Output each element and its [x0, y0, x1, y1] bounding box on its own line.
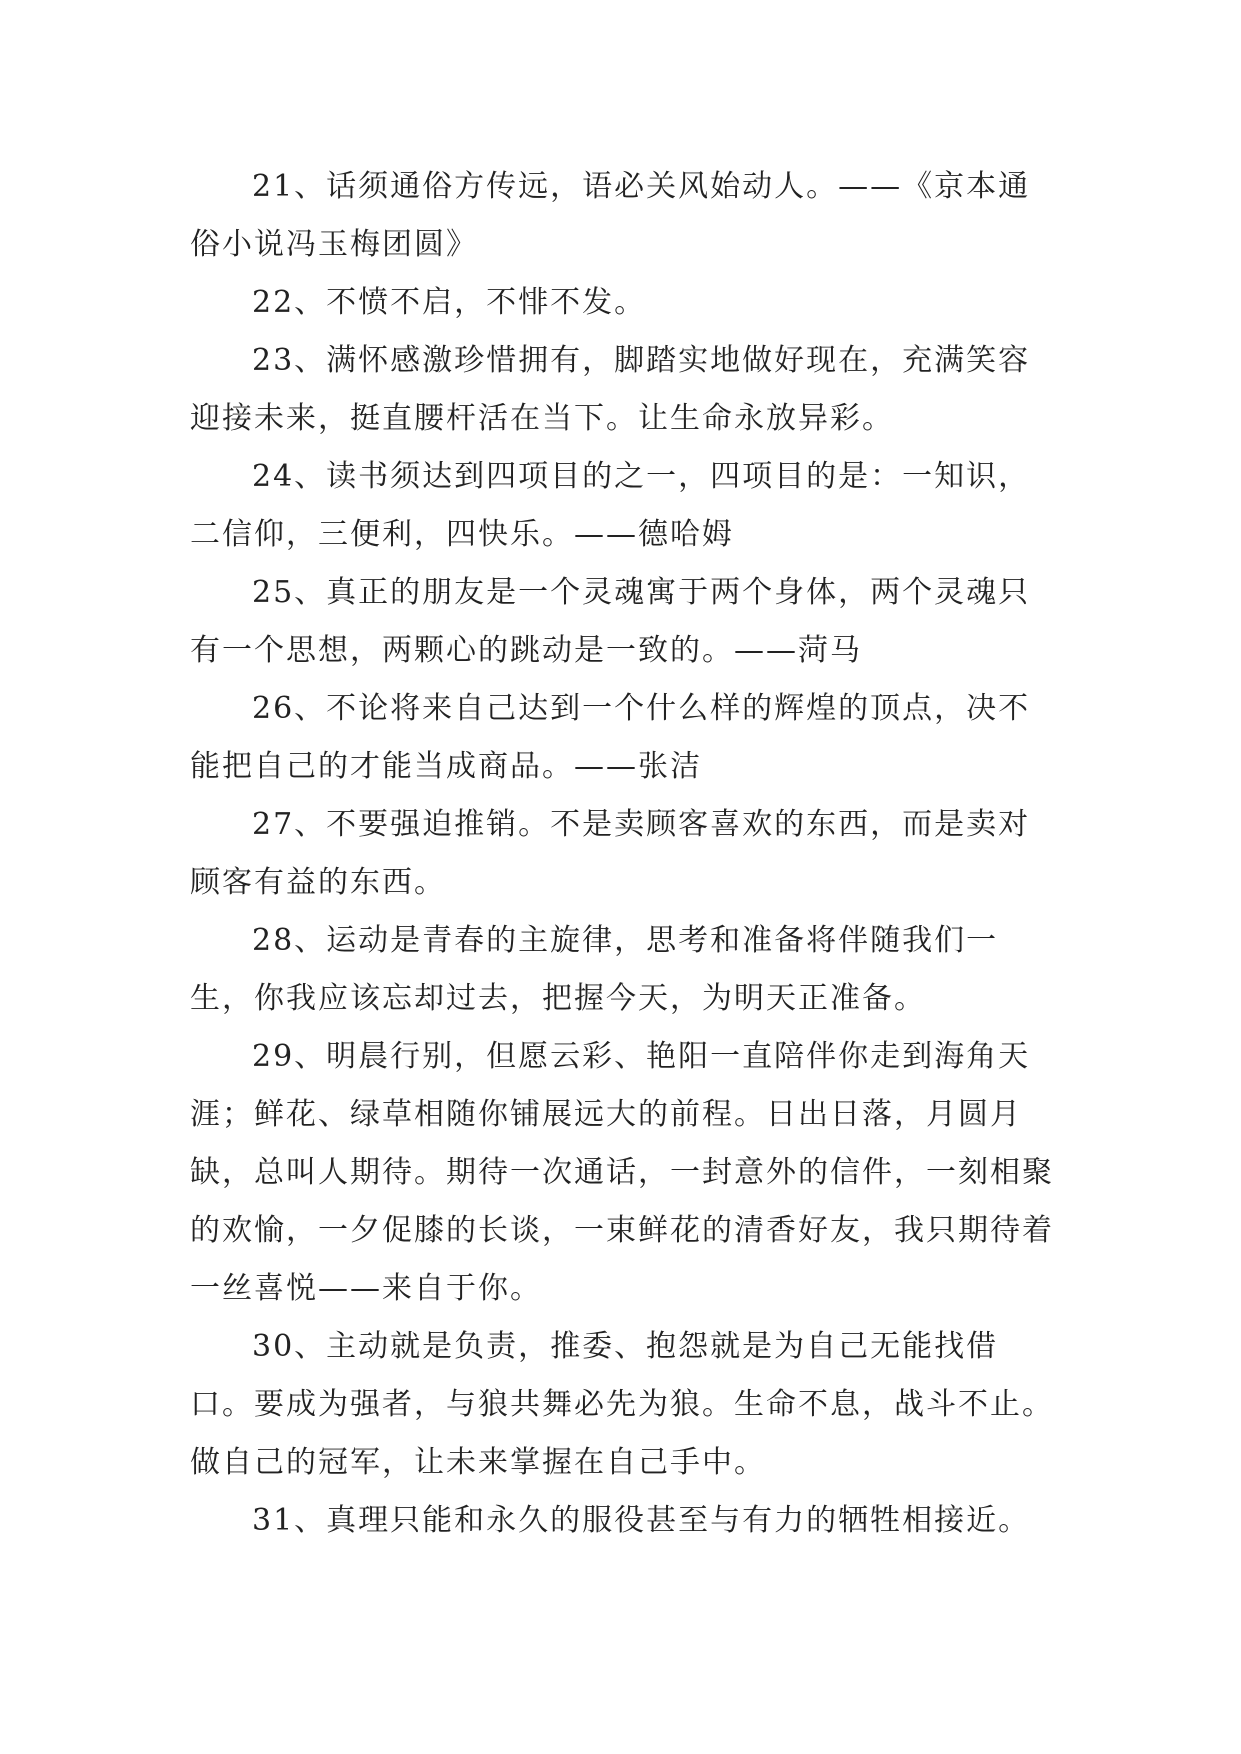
quote-paragraph-22: 22、不愤不启，不悱不发。 — [252, 285, 647, 320]
quote-paragraph-24: 24、读书须达到四项目的之一，四项目的是：一知识，二信仰，三便利，四快乐。——德哈姆 — [190, 459, 1031, 552]
quote-paragraph-28: 28、运动是青春的主旋律，思考和准备将伴随我们一生，你我应该忘却过去，把握今天，为明天正准备。 — [190, 923, 999, 1016]
quote-paragraph-29: 29、明晨行别，但愿云彩、艳阳一直陪伴你走到海角天涯；鲜花、绿草相随你铺展远大的前程。日出日落，月圆月缺，总叫人期待。期待一次通话，一封意外的信件，一刻相聚的欢愉，一夕促膝的长谈，一束鲜花的清香好友，我只期待着一丝喜悦——来自于你。 — [190, 1039, 1054, 1306]
quote-paragraph-23: 23、满怀感激珍惜拥有，脚踏实地做好现在，充满笑容迎接未来，挺直腰杆活在当下。让生命永放异彩。 — [190, 343, 1031, 436]
quote-paragraph-27: 27、不要强迫推销。不是卖顾客喜欢的东西，而是卖对顾客有益的东西。 — [190, 807, 1031, 900]
quote-paragraph-31: 31、真理只能和永久的服役甚至与有力的牺牲相接近。 — [252, 1503, 1031, 1538]
quote-paragraph-30: 30、主动就是负责，推委、抱怨就是为自己无能找借口。要成为强者，与狼共舞必先为狼。生命不息，战斗不止。做自己的冠军，让未来掌握在自己手中。 — [190, 1329, 1054, 1480]
quote-paragraph-25: 25、真正的朋友是一个灵魂寓于两个身体，两个灵魂只有一个思想，两颗心的跳动是一致的。——菏马 — [190, 575, 1031, 668]
document-body — [190, 158, 1060, 1550]
quote-paragraph-26: 26、不论将来自己达到一个什么样的辉煌的顶点，决不能把自己的才能当成商品。——张洁 — [190, 691, 1031, 784]
quote-paragraph-21: 21、话须通俗方传远，语必关风始动人。——《京本通俗小说冯玉梅团圆》 — [190, 169, 1031, 262]
